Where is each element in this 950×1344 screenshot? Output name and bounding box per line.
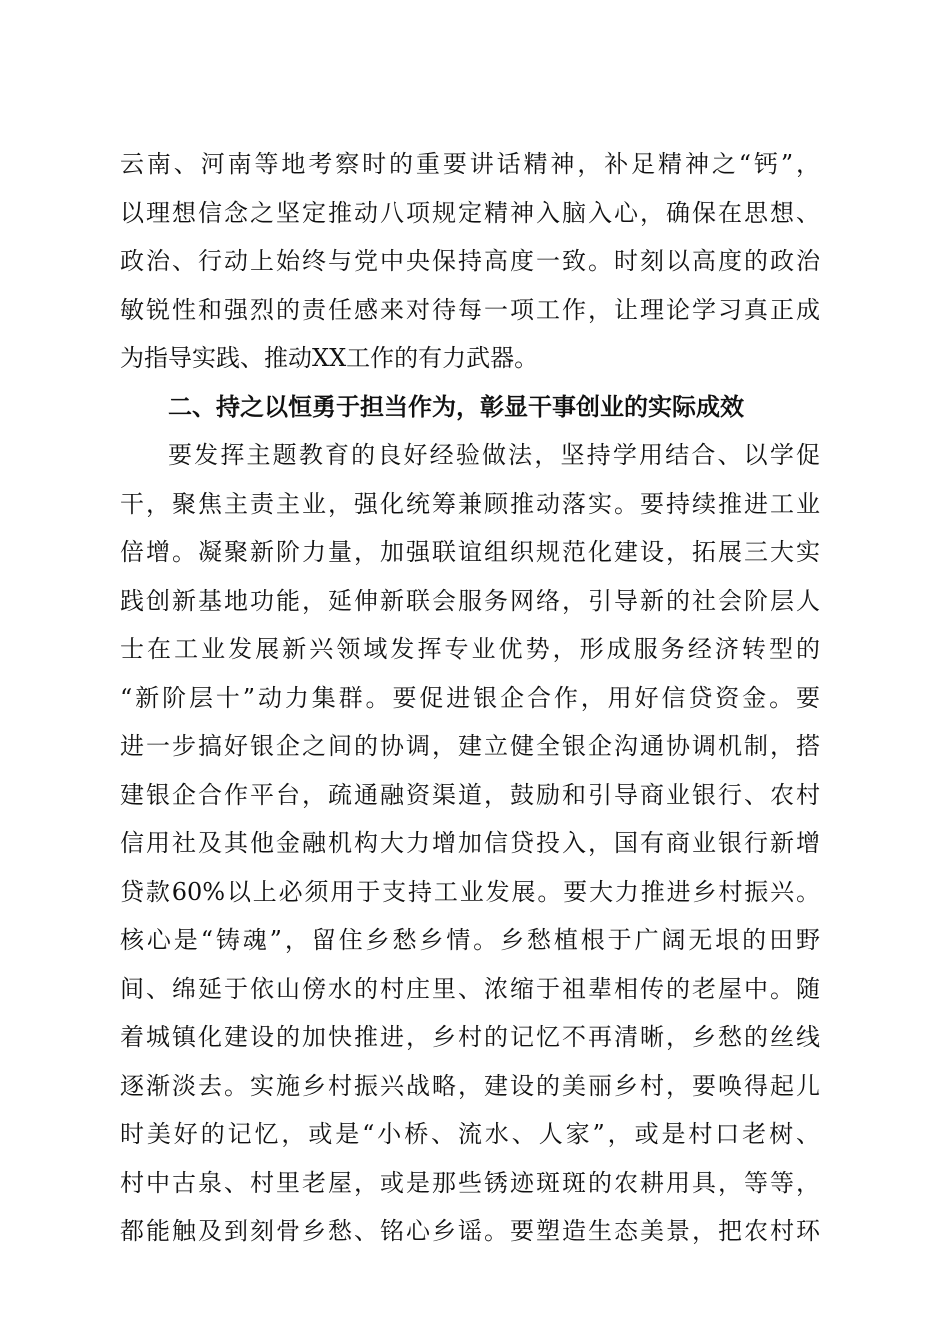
paragraph-line: 时美好的记忆，或是“小桥、流水、人家”，或是村口老树、 [120,1120,820,1148]
document-body [120,140,820,1256]
paragraph-line: 核心是“铸魂”，留住乡愁乡情。乡愁植根于广阔无垠的田野 [120,926,820,954]
paragraph-line: 都能触及到刻骨乡愁、铭心乡谣。要塑造生态美景，把农村环 [120,1217,820,1245]
paragraph-line: 间、绵延于依山傍水的村庄里、浓缩于祖辈相传的老屋中。随 [120,974,820,1003]
paragraph-line: 士在工业发展新兴领域发挥专业优势，形成服务经济转型的 [120,635,820,663]
paragraph-line: 为指导实践、推动XX工作的有力武器。 [120,344,539,372]
section-heading: 二、持之以恒勇于担当作为，彰显干事创业的实际成效 [168,392,744,421]
paragraph-line: 践创新基地功能，延伸新联会服务网络，引导新的社会阶层人 [120,586,820,615]
paragraph-line: 要发挥主题教育的良好经验做法，坚持学用结合、以学促 [168,441,820,469]
paragraph-line: 信用社及其他金融机构大力增加信贷投入，国有商业银行新增 [120,829,820,857]
paragraph-line: 着城镇化建设的加快推进，乡村的记忆不再清晰，乡愁的丝线 [120,1023,820,1051]
paragraph-line: 村中古泉、村里老屋，或是那些锈迹斑斑的农耕用具，等等， [120,1168,820,1197]
paragraph-2 [120,431,820,1256]
paragraph-line: “新阶层十”动力集群。要促进银企合作，用好信贷资金。要 [120,683,820,712]
paragraph-line: 干，聚焦主责主业，强化统筹兼顾推动落实。要持续推进工业 [120,489,820,518]
paragraph-1 [120,140,820,383]
paragraph-line: 贷款60%以上必须用于支持工业发展。要大力推进乡村振兴。 [120,877,820,906]
paragraph-line: 逐渐淡去。实施乡村振兴战略，建设的美丽乡村，要唤得起儿 [120,1071,820,1100]
paragraph-line: 云南、河南等地考察时的重要讲话精神，补足精神之“钙”， [120,150,820,178]
paragraph-line: 建银企合作平台，疏通融资渠道，鼓励和引导商业银行、农村 [120,780,820,809]
paragraph-line: 倍增。凝聚新阶力量，加强联谊组织规范化建设，拓展三大实 [120,538,820,566]
paragraph-line: 敏锐性和强烈的责任感来对待每一项工作，让理论学习真正成 [120,295,820,324]
paragraph-line: 进一步搞好银企之间的协调，建立健全银企沟通协调机制，搭 [120,732,820,760]
paragraph-line: 政治、行动上始终与党中央保持高度一致。时刻以高度的政治 [120,247,820,275]
paragraph-line: 以理想信念之坚定推动八项规定精神入脑入心，确保在思想、 [120,198,820,227]
